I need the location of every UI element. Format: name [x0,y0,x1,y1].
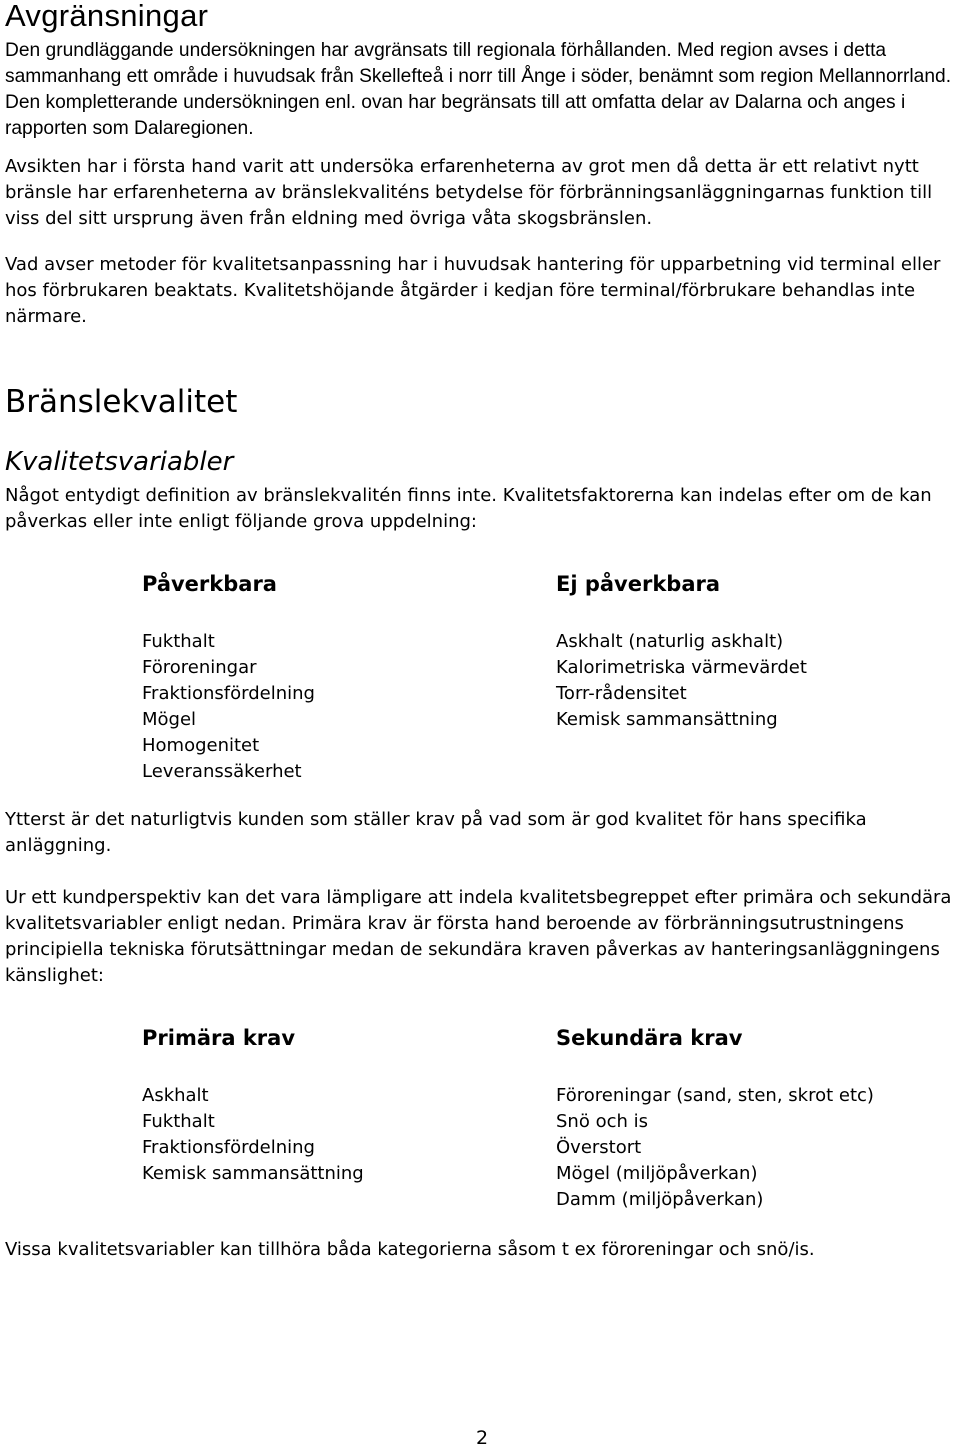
list-item: Fraktionsfördelning [142,1137,315,1158]
subsection-title-kvalitetsvariabler: Kvalitetsvariabler [5,447,234,477]
column-paverkbara [142,571,315,785]
paragraph-intro: Något entydigt definition av bränslekvalitén finns inte. Kvalitetsfaktorerna kan indelas efter om de kan påverkas eller inte enligt följande grova uppdelning: [5,485,932,532]
paragraph-region: Den grundläggande undersökningen har avgränsats till regionala förhållanden. Med region avses i detta sammanhang ett område i huvudsak från Skellefteå i norr till Ånge i söder, benämnt som region Mellannorrland. Den kompletterande undersökningen enl. ovan har begränsats till att omfatta delar av Dalarna och anges i rapporten som Dalaregionen. [5,40,952,139]
list-item: Föroreningar [142,657,257,678]
column-heading-primara-krav: Primära krav [142,1026,296,1050]
list-item: Damm (miljöpåverkan) [556,1189,764,1210]
paragraph-kundperspektiv: Ur ett kundperspektiv kan det vara lämpligare att indela kvalitetsbegreppet efter primära och sekundära kvalitetsvariabler enligt nedan. Primära krav är första hand beroende av förbränningsutrustningens principiella tekniska förutsättningar medan de sekundära kraven påverkas av hanteringsanläggningens känslighet: [5,887,952,986]
list-item: Askhalt (naturlig askhalt) [556,631,784,652]
list-item: Mögel (miljöpåverkan) [556,1163,758,1184]
column-heading-sekundara-krav: Sekundära krav [556,1026,743,1050]
paragraph-vissa: Vissa kvalitetsvariabler kan tillhöra båda kategorierna såsom t ex föroreningar och snö/is. [5,1239,815,1260]
list-sekundara-krav [556,1083,874,1213]
list-item: Homogenitet [142,735,260,756]
list-paverkbara [142,629,315,785]
list-item: Leveranssäkerhet [142,761,302,782]
list-item: Kemisk sammansättning [556,709,778,730]
paragraph-avsikten: Avsikten har i första hand varit att undersöka erfarenheterna av grot men då detta är ett relativt nytt bränsle har erfarenheterna av bränslekvaliténs betydelse för förbränningsanläggningarnas funktion till viss del sitt ursprung även från eldning med övriga våta skogsbränslen. [5,156,933,229]
list-item: Fukthalt [142,1111,215,1132]
page-number: 2 [476,1427,489,1449]
list-item: Kalorimetriska värmevärdet [556,657,807,678]
section-title-avgransningar: Avgränsningar [5,0,209,33]
paragraph-kunden: Ytterst är det naturligtvis kunden som ställer krav på vad som är god kvalitet för hans specifika anläggning. [5,809,867,856]
list-item: Snö och is [556,1111,648,1132]
list-primara-krav [142,1083,364,1187]
list-item: Askhalt [142,1085,209,1106]
list-item: Fukthalt [142,631,215,652]
list-item: Fraktionsfördelning [142,683,315,704]
paragraph-metoder: Vad avser metoder för kvalitetsanpassning har i huvudsak hantering för upparbetning vid terminal eller hos förbrukaren beaktats. Kvalitetshöjande åtgärder i kedjan före terminal/förbrukare behandlas inte närmare. [5,254,941,327]
column-primara-krav [142,1025,364,1187]
column-heading-ej-paverkbara: Ej påverkbara [556,572,721,596]
list-item: Torr-rådensitet [556,683,687,704]
section-title-branslekvalitet: Bränslekvalitet [5,384,238,420]
list-item: Överstort [556,1137,642,1158]
document-page [5,0,957,1263]
table-paverkbara [5,571,957,807]
table-krav [5,1025,957,1237]
column-ej-paverkbara [556,571,807,733]
column-sekundara-krav [556,1025,874,1213]
list-ej-paverkbara [556,629,807,733]
list-item: Kemisk sammansättning [142,1163,364,1184]
list-item: Föroreningar (sand, sten, skrot etc) [556,1085,874,1106]
column-heading-paverkbara: Påverkbara [142,572,277,596]
list-item: Mögel [142,709,197,730]
